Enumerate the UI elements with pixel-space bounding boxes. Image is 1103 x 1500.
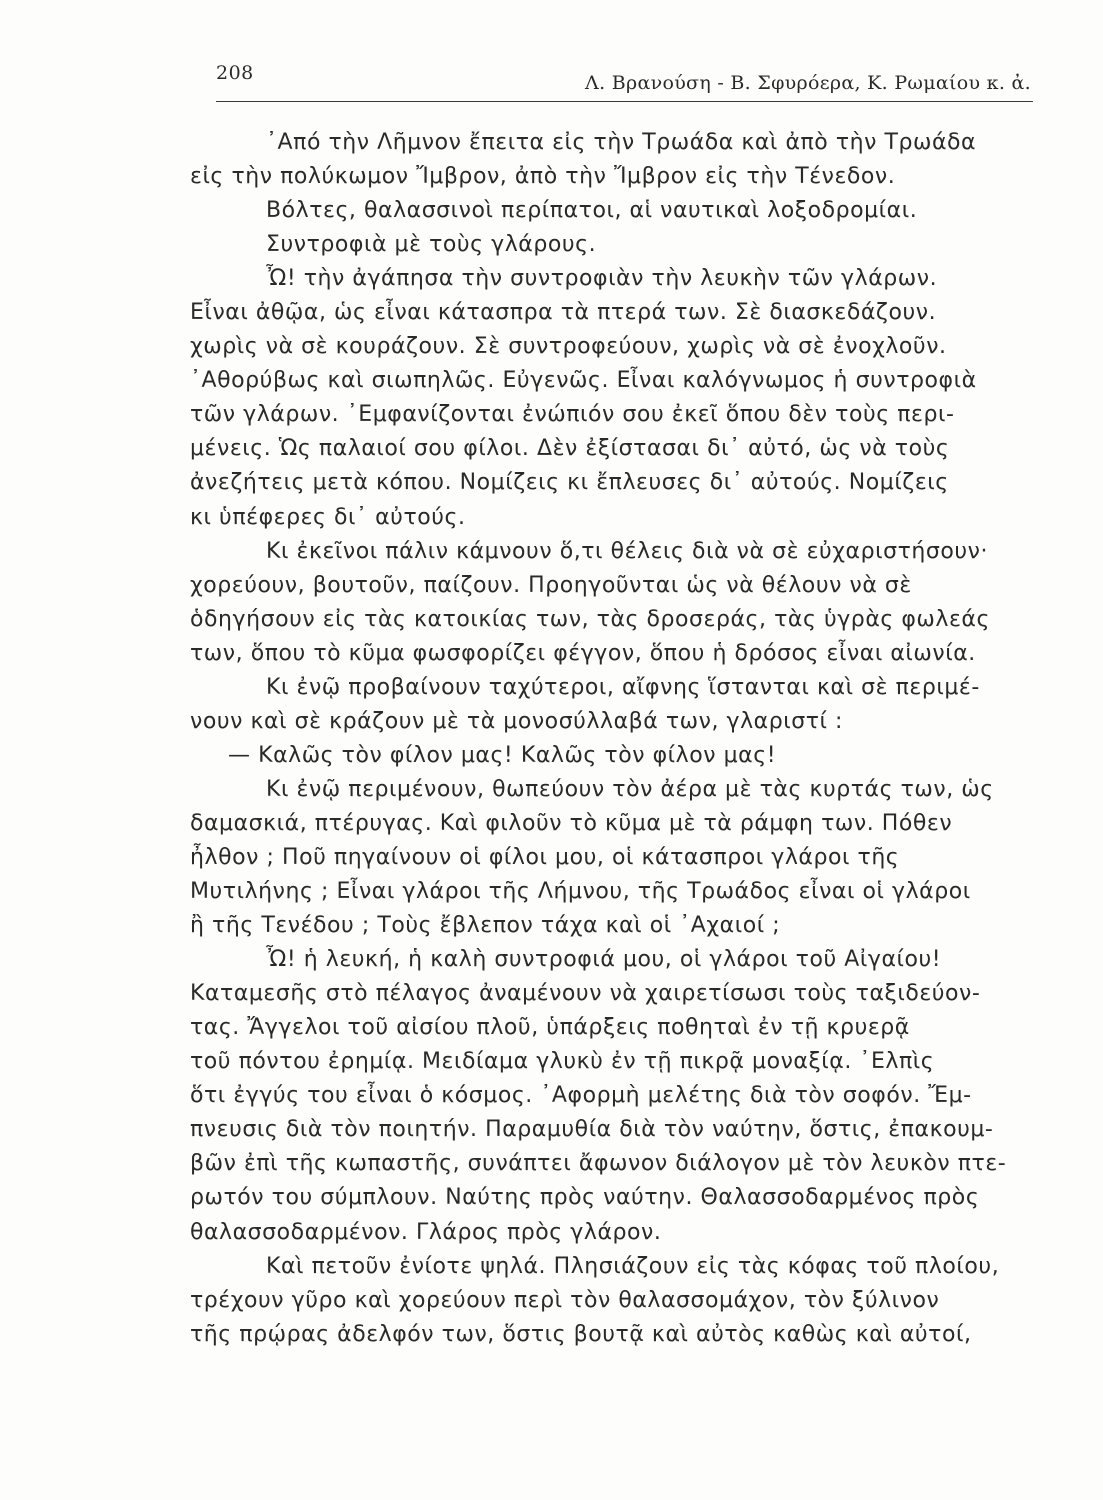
- running-head: [216, 60, 1031, 100]
- text-line: ἦλθον ; Ποῦ πηγαίνουν οἱ φίλοι μου, οἱ κάτασπροι γλάροι τῆς: [190, 844, 900, 870]
- text-line: τῶν γλάρων. ᾿Εμφανίζονται ἐνώπιόν σου ἐκεῖ ὅπου δὲν τοὺς περι-: [190, 402, 955, 428]
- text-line: χορεύουν, βουτοῦν, παίζουν. Προηγοῦνται ὡς νὰ θέλουν νὰ σὲ: [190, 572, 912, 598]
- text-line: δαμασκιά, πτέρυγας. Καὶ φιλοῦν τὸ κῦμα μὲ τὰ ράμφη των. Πόθεν: [190, 810, 953, 836]
- body-text: [190, 126, 1040, 1352]
- text-line: Μυτιλήνης ; Εἶναι γλάροι τῆς Λήμνου, τῆς Τρωάδος εἶναι οἱ γλάροι: [190, 879, 971, 905]
- text-line: Συντροφιὰ μὲ τοὺς γλάρους.: [266, 232, 597, 258]
- text-line: — Καλῶς τὸν φίλον μας! Καλῶς τὸν φίλον μας!: [228, 742, 777, 768]
- page-number: 208: [216, 62, 254, 84]
- text-line: κι ὑπέφερες δι᾿ αὐτούς.: [190, 504, 466, 530]
- text-line: ᾿Αθορύβως καὶ σιωπηλῶς. Εὐγενῶς. Εἶναι καλόγνωμος ἡ συντροφιὰ: [190, 368, 977, 394]
- text-line: Εἶναι ἀθῷα, ὡς εἶναι κάτασπρα τὰ πτερά των. Σὲ διασκεδάζουν.: [190, 300, 937, 326]
- text-line: ὅτι ἐγγύς του εἶναι ὁ κόσμος. ᾿Αφορμὴ μελέτης διὰ τὸν σοφόν. Ἔμ-: [190, 1083, 972, 1109]
- text-line: των, ὅπου τὸ κῦμα φωσφορίζει φέγγον, ὅπου ἡ δρόσος εἶναι αἰωνία.: [190, 640, 976, 666]
- text-line: τοῦ πόντου ἐρημίᾳ. Μειδίαμα γλυκὺ ἐν τῇ πικρᾷ μοναξίᾳ. ᾿Ελπὶς: [190, 1049, 935, 1075]
- text-line: Καὶ πετοῦν ἐνίοτε ψηλά. Πλησιάζουν εἰς τὰς κόφας τοῦ πλοίου,: [266, 1253, 1000, 1279]
- text-line: θαλασσοδαρμένον. Γλάρος πρὸς γλάρον.: [190, 1219, 662, 1245]
- text-line: ρωτόν του σύμπλουν. Ναύτης πρὸς ναύτην. Θαλασσοδαρμένος πρὸς: [190, 1185, 980, 1211]
- text-line: Κι ἐνῷ περιμένουν, θωπεύουν τὸν ἀέρα μὲ τὰς κυρτάς των, ὡς: [266, 776, 994, 802]
- text-line: τῆς πρῴρας ἀδελφόν των, ὅστις βουτᾷ καὶ αὐτὸς καθὼς καὶ αὐτοί,: [190, 1321, 972, 1347]
- text-line: Κι ἐνῷ προβαίνουν ταχύτεροι, αἴφνης ἵστανται καὶ σὲ περιμέ-: [266, 674, 980, 700]
- text-line: νουν καὶ σὲ κράζουν μὲ τὰ μονοσύλλαβά των, γλαριστί :: [190, 708, 844, 734]
- text-line: Καταμεσῆς στὸ πέλαγος ἀναμένουν νὰ χαιρετίσωσι τοὺς ταξιδεύον-: [190, 981, 981, 1007]
- text-line: ᾿Από τὴν Λῆμνον ἔπειτα εἰς τὴν Τρωάδα καὶ ἀπὸ τὴν Τρωάδα: [266, 130, 977, 155]
- header-rule: [216, 101, 1033, 102]
- running-head-authors: Λ. Βρανούση - Β. Σφυρόερα, Κ. Ρωμαίου κ. ἀ.: [585, 72, 1031, 94]
- text-line: βῶν ἐπὶ τῆς κωπαστῆς, συνάπτει ἄφωνον διάλογον μὲ τὸν λευκὸν πτε-: [190, 1151, 1007, 1177]
- text-line: ἢ τῆς Τενέδου ; Τοὺς ἔβλεπον τάχα καὶ οἱ ᾿Αχαιοί ;: [190, 913, 781, 939]
- text-line: Βόλτες, θαλασσινοὶ περίπατοι, αἱ ναυτικαὶ λοξοδρομίαι.: [266, 198, 918, 224]
- text-line: ὁδηγήσουν εἰς τὰς κατοικίας των, τὰς δροσεράς, τὰς ὑγρὰς φωλεάς: [190, 606, 990, 632]
- text-line: Ὦ! ἡ λευκή, ἡ καλὴ συντροφιά μου, οἱ γλάροι τοῦ Αἰγαίου!: [266, 947, 942, 973]
- text-line: Κι ἐκεῖνοι πάλιν κάμνουν ὅ,τι θέλεις διὰ νὰ σὲ εὐχαριστήσουν·: [266, 538, 989, 564]
- text-line: τρέχουν γῦρο καὶ χορεύουν περὶ τὸν θαλασσομάχον, τὸν ξύλινον: [190, 1287, 940, 1313]
- text-line: εἰς τὴν πολύκωμον Ἴμβρον, ἀπὸ τὴν Ἴμβρον εἰς τὴν Τένεδον.: [190, 164, 896, 190]
- text-line: μένεις. Ὡς παλαιοί σου φίλοι. Δὲν ἐξίστασαι δι᾿ αὐτό, ὡς νὰ τοὺς: [190, 436, 950, 462]
- text-line: πνευσις διὰ τὸν ποιητήν. Παραμυθία διὰ τὸν ναύτην, ὅστις, ἐπακουμ-: [190, 1117, 994, 1143]
- text-line: τας. Ἄγγελοι τοῦ αἰσίου πλοῦ, ὑπάρξεις ποθηταὶ ἐν τῇ κρυερᾷ: [190, 1015, 910, 1041]
- text-line: Ὦ! τὴν ἀγάπησα τὴν συντροφιὰν τὴν λευκὴν τῶν γλάρων.: [266, 266, 938, 292]
- text-line: χωρὶς νὰ σὲ κουράζουν. Σὲ συντροφεύουν, χωρὶς νὰ σὲ ἐνοχλοῦν.: [190, 334, 947, 360]
- text-line: ἀνεζήτεις μετὰ κόπου. Νομίζεις κι ἔπλευσες δι᾿ αὐτούς. Νομίζεις: [190, 470, 949, 496]
